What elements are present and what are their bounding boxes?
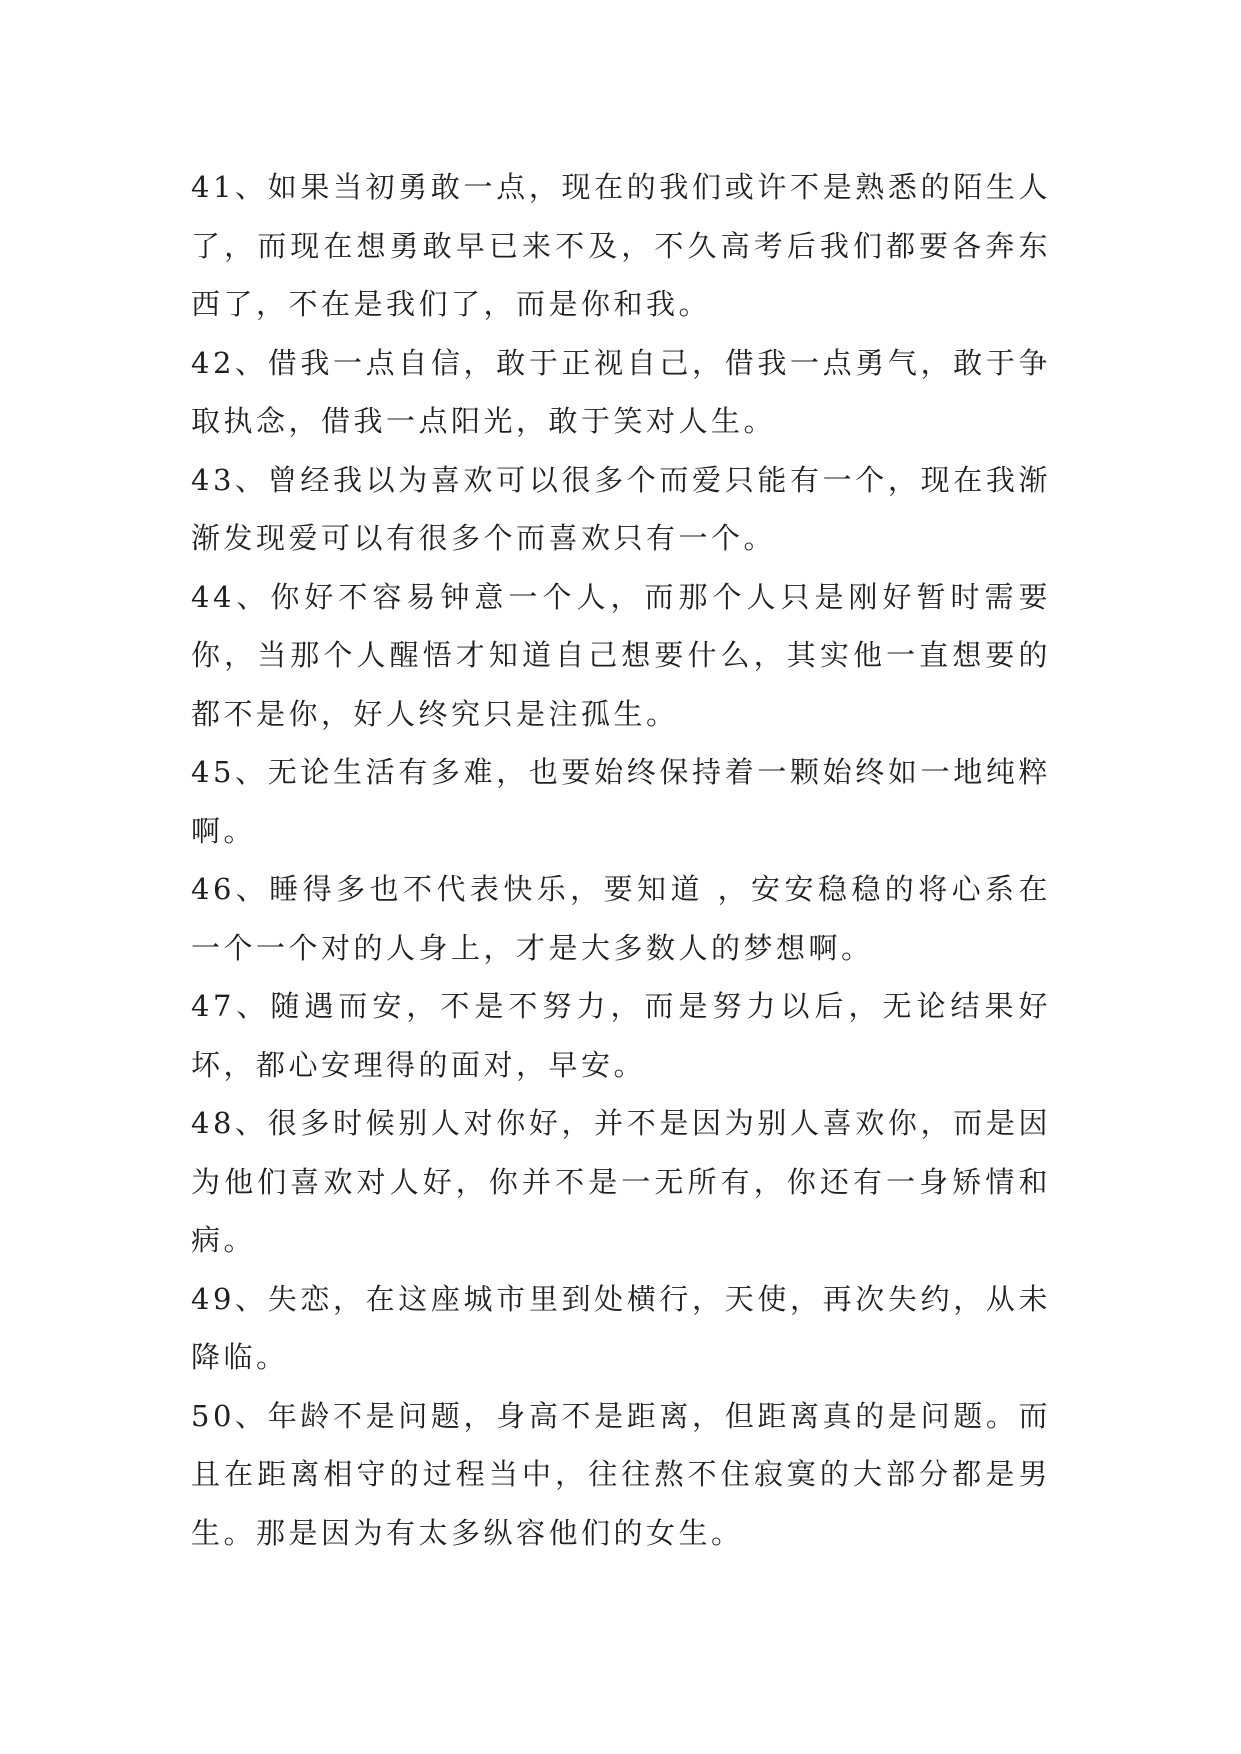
paragraph-42: 42、借我一点自信，敢于正视自己，借我一点勇气，敢于争取执念，借我一点阳光，敢于笑对人生。 <box>191 345 1051 438</box>
paragraph-46: 46、睡得多也不代表快乐，要知道 ，安安稳稳的将心系在一个一个对的人身上，才是大多数人的梦想啊。 <box>191 872 1051 965</box>
document-body <box>191 158 1051 1562</box>
paragraph-44: 44、你好不容易钟意一个人，而那个人只是刚好暂时需要你，当那个人醒悟才知道自己想要什么，其实他一直想要的都不是你，好人终究只是注孤生。 <box>191 579 1051 731</box>
paragraph-50: 50、年龄不是问题，身高不是距离，但距离真的是问题。而且在距离相守的过程当中，往往熬不住寂寞的大部分都是男生。那是因为有太多纵容他们的女生。 <box>191 1398 1051 1550</box>
paragraph-45: 45、无论生活有多难，也要始终保持着一颗始终如一地纯粹啊。 <box>191 755 1051 848</box>
paragraph-43: 43、曾经我以为喜欢可以很多个而爱只能有一个，现在我渐渐发现爱可以有很多个而喜欢只有一个。 <box>191 462 1051 555</box>
paragraph-41: 41、如果当初勇敢一点，现在的我们或许不是熟悉的陌生人了，而现在想勇敢早已来不及，不久高考后我们都要各奔东西了，不在是我们了，而是你和我。 <box>191 170 1051 321</box>
paragraph-49: 49、失恋，在这座城市里到处横行，天使，再次失约，从未降临。 <box>191 1281 1051 1374</box>
paragraph-47: 47、随遇而安，不是不努力，而是努力以后，无论结果好坏，都心安理得的面对，早安。 <box>191 989 1051 1082</box>
paragraph-48: 48、很多时候别人对你好，并不是因为别人喜欢你，而是因为他们喜欢对人好，你并不是一无所有，你还有一身矫情和病。 <box>191 1106 1051 1257</box>
